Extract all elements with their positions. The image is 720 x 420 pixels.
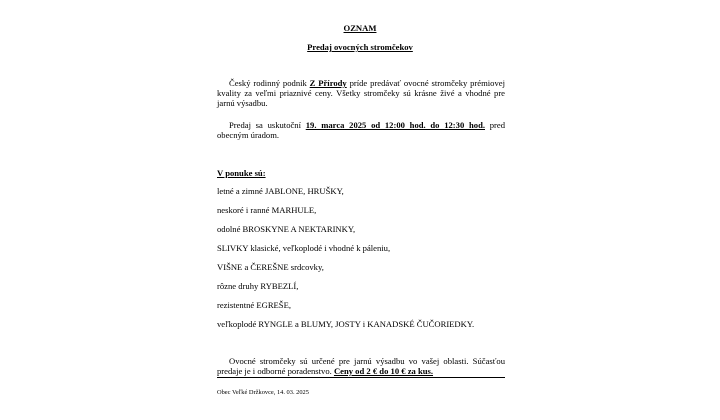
closing-paragraph	[217, 356, 505, 376]
intro-post: príde predávať ovocné stromčeky prémiovej kvality za veľmi priaznivé ceny. Všetky stromčeky sú krásne živé a vhodné pre jarnú výsadbu.	[217, 78, 505, 108]
doc-title: OZNAM	[343, 23, 377, 33]
offer-item: odolné BROSKYNE A NEKTARINKY,	[217, 224, 356, 234]
offer-heading: V ponuke sú:	[217, 168, 266, 178]
footer-place-date: Obec Veľké Držkovce, 14. 03. 2025	[217, 389, 309, 396]
separator-line	[217, 377, 505, 378]
sale-paragraph	[217, 120, 505, 140]
offer-item: SLIVKY klasické, veľkoplodé i vhodné k páleniu,	[217, 243, 391, 253]
intro-paragraph	[217, 78, 505, 108]
sale-post: pred obecným úradom.	[217, 120, 506, 140]
sale-pre: Predaj sa uskutoční	[229, 120, 306, 130]
offer-item: letné a zimné JABLONE, HRUŠKY,	[217, 186, 344, 196]
intro-pre: Český rodinný podnik	[229, 78, 310, 88]
offer-item: VIŠNE a ČEREŠNE srdcovky,	[217, 262, 324, 272]
offer-item: veľkoplodé RYNGLE a BLUMY, JOSTY i KANADSKÉ ČUČORIEDKY.	[217, 319, 475, 329]
sale-datetime: 19. marca 2025 od 12:00 hod. do 12:30 hod.	[305, 120, 485, 130]
company-name: Z Přírody	[309, 78, 347, 88]
price-range: Ceny od 2 € do 10 € za kus.	[333, 366, 434, 376]
closing-pre: Ovocné stromčeky sú určené pre jarnú výsadbu vo vašej oblasti. Súčasťou predaje je i odborné poradenstvo.	[217, 356, 505, 376]
offer-item: neskoré i ranné MARHULE,	[217, 205, 317, 215]
doc-subtitle: Predaj ovocných stromčekov	[307, 42, 413, 52]
offer-item: rezistentné EGREŠE,	[217, 300, 291, 310]
offer-item: rôzne druhy RYBEZLÍ,	[217, 281, 299, 291]
